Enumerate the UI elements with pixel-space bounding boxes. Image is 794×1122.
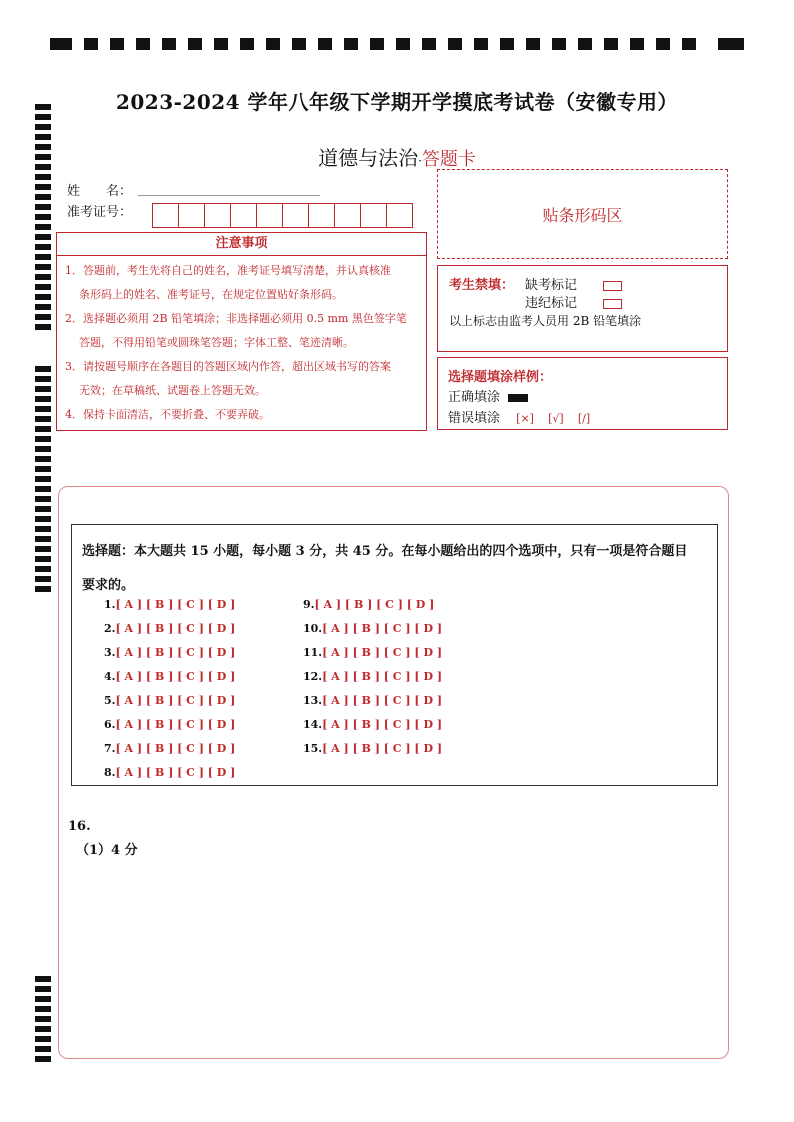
barcode-area (437, 169, 728, 259)
subtitle: 道德与法治·答题卡 (318, 146, 476, 170)
timing-marks-left-2 (35, 366, 51, 598)
wrong-mark-1: [×] (516, 412, 534, 425)
wrong-mark-3: [/] (577, 412, 591, 425)
exam-title: 2023-2024 学年八年级下学期开学摸底考试卷（安徽专用） (115, 90, 679, 114)
question-row-1[interactable] (104, 598, 235, 611)
mc-intro-line: 要求的。 (82, 578, 135, 593)
answer-options[interactable]: [ A ] [ B ] [ C ] [ D ] (322, 694, 443, 707)
answer-options[interactable]: [ A ] [ B ] [ C ] [ D ] (115, 622, 236, 635)
answer-options[interactable]: [ A ] [ B ] [ C ] [ D ] (115, 598, 236, 611)
forbidden-label: 考生禁填： (449, 278, 515, 293)
question-row-4[interactable] (104, 670, 235, 683)
timing-marks-left-3 (35, 976, 51, 1066)
correct-fill-label: 正确填涂 (448, 390, 501, 405)
question-number: 2. (104, 622, 116, 635)
question-16-number: 16. (68, 819, 91, 834)
id-digit-box[interactable] (230, 203, 257, 228)
id-digit-box[interactable] (204, 203, 231, 228)
answer-options[interactable]: [ A ] [ B ] [ C ] [ D ] (115, 694, 236, 707)
id-digit-box[interactable] (256, 203, 283, 228)
notice-line: 1．答题前，考生先将自己的姓名，准考证号填写清楚，并认真核准 (65, 264, 391, 277)
question-row-15[interactable] (303, 742, 442, 755)
question-row-2[interactable] (104, 622, 235, 635)
question-number: 12. (303, 670, 323, 683)
question-row-7[interactable] (104, 742, 235, 755)
question-number: 15. (303, 742, 323, 755)
id-digit-box[interactable] (308, 203, 335, 228)
timing-marks-top (50, 38, 744, 50)
barcode-label: 贴条形码区 (542, 205, 623, 225)
question-number: 7. (104, 742, 116, 755)
answer-options[interactable]: [ A ] [ B ] [ C ] [ D ] (322, 646, 443, 659)
answer-sheet-label: 答题卡 (421, 149, 476, 170)
question-number: 6. (104, 718, 116, 731)
wrong-fill-row (448, 407, 590, 426)
forbidden-note: 以上标志由监考人员用 2B 铅笔填涂 (449, 314, 642, 328)
question-row-5[interactable] (104, 694, 235, 707)
notice-item-1 (65, 259, 421, 307)
question-row-13[interactable] (303, 694, 442, 707)
fill-sample-label: 选择题填涂样例： (448, 370, 553, 385)
question-number: 4. (104, 670, 116, 683)
timing-marks-left-1 (35, 104, 51, 336)
notice-item-3 (65, 355, 421, 403)
answer-options[interactable]: [ A ] [ B ] [ C ] [ D ] (115, 646, 236, 659)
subject-name: 道德与法治 (318, 146, 419, 170)
wrong-fill-label: 错误填涂 (448, 411, 501, 426)
violation-mark-box[interactable] (603, 299, 622, 309)
question-number: 9. (303, 598, 315, 611)
question-row-9[interactable] (303, 598, 434, 611)
solid-mark-sample (508, 394, 528, 402)
question-number: 13. (303, 694, 323, 707)
mc-intro-line: 选择题：本大题共 15 小题，每小题 3 分，共 45 分。在每小题给出的四个选项中，只有一项是符合题目 (82, 544, 688, 559)
question-number: 3. (104, 646, 116, 659)
notice-heading: 注意事项 (57, 233, 426, 256)
id-digit-box[interactable] (282, 203, 309, 228)
wrong-mark-2: [√] (548, 412, 564, 425)
answer-options[interactable]: [ A ] [ B ] [ C ] [ D ] (115, 718, 236, 731)
answer-options[interactable]: [ A ] [ B ] [ C ] [ D ] (322, 670, 443, 683)
name-field[interactable] (138, 195, 320, 196)
question-row-6[interactable] (104, 718, 235, 731)
question-row-14[interactable] (303, 718, 442, 731)
violation-mark-row (525, 292, 622, 311)
notice-item-4 (65, 403, 421, 427)
answer-options[interactable]: [ A ] [ B ] [ C ] [ D ] (322, 622, 443, 635)
absent-label: 缺考标记 (525, 278, 578, 293)
correct-fill-row (448, 386, 528, 405)
question-row-3[interactable] (104, 646, 235, 659)
question-number: 11. (303, 646, 323, 659)
question-row-10[interactable] (303, 622, 442, 635)
question-number: 5. (104, 694, 116, 707)
notice-line: 无效；在草稿纸、试题卷上答题无效。 (79, 384, 266, 397)
answer-options[interactable]: [ A ] [ B ] [ C ] [ D ] (115, 766, 236, 779)
notice-line: 答题，不得用铅笔或圆珠笔答题；字体工整、笔迹清晰。 (79, 336, 354, 349)
answer-options[interactable]: [ A ] [ B ] [ C ] [ D ] (322, 718, 443, 731)
id-digit-box[interactable] (360, 203, 387, 228)
question-16-part-1: （1）4 分 (76, 843, 138, 858)
notice-line: 条形码上的姓名、准考证号，在规定位置贴好条形码。 (79, 288, 343, 301)
question-number: 14. (303, 718, 323, 731)
question-16-answer-area[interactable] (70, 862, 715, 1047)
answer-options[interactable]: [ A ] [ B ] [ C ] [ D ] (322, 742, 443, 755)
notice-line: 4．保持卡面清洁，不要折叠、不要弄破。 (65, 408, 270, 421)
question-number: 1. (104, 598, 116, 611)
exam-id-boxes[interactable] (152, 203, 412, 228)
answer-options[interactable]: [ A ] [ B ] [ C ] [ D ] (115, 670, 236, 683)
id-digit-box[interactable] (386, 203, 413, 228)
forbidden-box (437, 265, 728, 352)
id-digit-box[interactable] (334, 203, 361, 228)
absent-mark-box[interactable] (603, 281, 622, 291)
question-row-11[interactable] (303, 646, 442, 659)
id-digit-box[interactable] (152, 203, 179, 228)
answer-options[interactable]: [ A ] [ B ] [ C ] [ D ] (115, 742, 236, 755)
notice-item-2 (65, 307, 421, 355)
notice-line: 2．选择题必须用 2B 铅笔填涂；非选择题必须用 0.5 mm 黑色签字笔 (65, 312, 407, 325)
name-label: 姓 名： (67, 184, 133, 199)
question-row-8[interactable] (104, 766, 235, 779)
absent-mark-row (525, 274, 622, 293)
question-number: 8. (104, 766, 116, 779)
question-row-12[interactable] (303, 670, 442, 683)
answer-options[interactable]: [ A ] [ B ] [ C ] [ D ] (314, 598, 435, 611)
fill-sample-box (437, 357, 728, 430)
mc-instructions (82, 535, 707, 603)
id-label: 准考证号： (67, 205, 133, 220)
question-number: 10. (303, 622, 323, 635)
violation-label: 违纪标记 (525, 296, 578, 311)
notice-box (56, 232, 427, 431)
id-digit-box[interactable] (178, 203, 205, 228)
notice-line: 3．请按题号顺序在各题目的答题区域内作答，超出区域书写的答案 (65, 360, 391, 373)
